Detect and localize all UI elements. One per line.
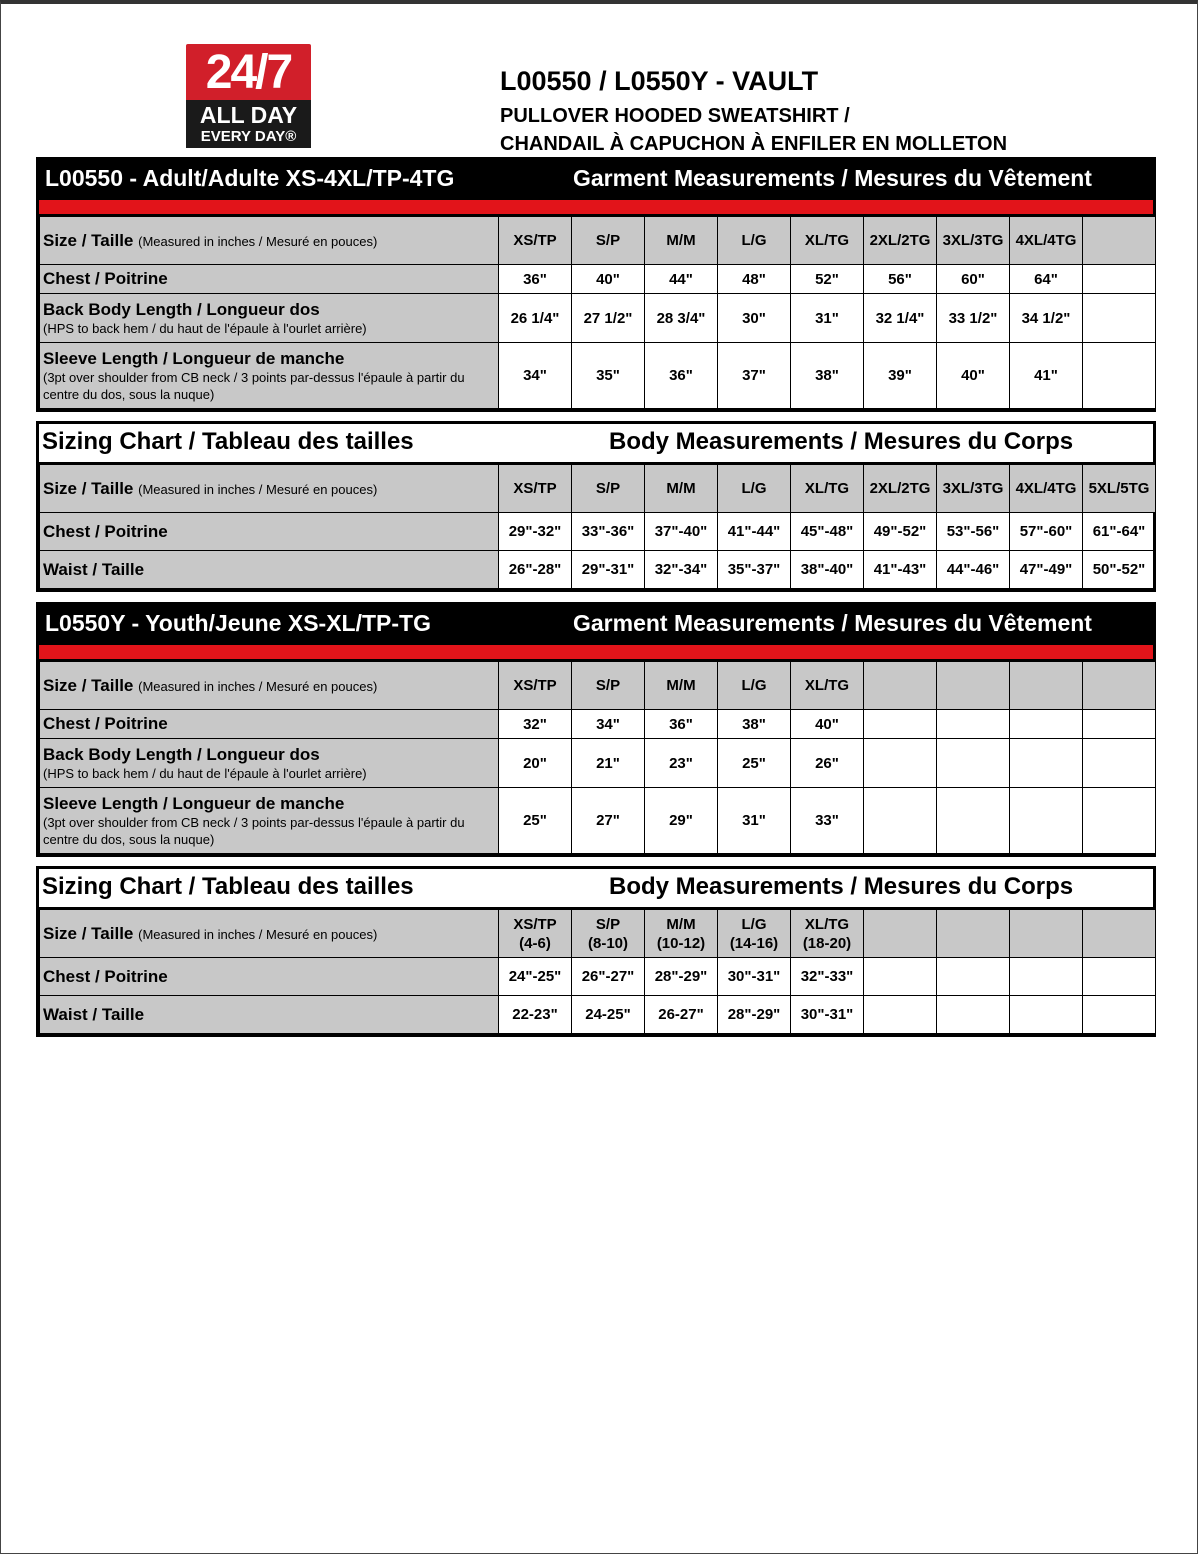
size-header-cell: M/M [645,662,718,710]
adult-garment-title: L00550 - Adult/Adulte XS-4XL/TP-4TG [45,165,455,191]
youth-garment-table [39,661,1156,854]
youth-body-title-bar [39,869,1153,909]
size-name: XL/TG [804,915,850,933]
value-cell: 47"-49" [1010,551,1083,589]
size-name: XS/TP [513,915,557,933]
value-cell [1083,294,1156,343]
row-note-2: centre du dos, sous la nuque) [43,831,215,847]
value-cell [864,788,937,854]
value-cell: 41"-44" [718,513,791,551]
value-cell [1010,739,1083,788]
value-cell: 32"-33" [791,958,864,996]
value-cell: 23" [645,739,718,788]
size-header-cell [1083,217,1156,265]
size-label-cell [40,662,499,710]
value-cell [1010,788,1083,854]
logo-line1: ALL DAY [199,102,298,128]
size-range: (8-10) [587,934,628,952]
product-subtitle-en: PULLOVER HOODED SWEATSHIRT / [500,105,850,127]
size-header-cell: 3XL/3TG [937,465,1010,513]
row-note: (3pt over shoulder from CB neck / 3 points par-dessus l'épaule à partir du [43,369,465,385]
size-header-cell: 2XL/2TG [864,465,937,513]
adult-garment-table [39,216,1156,409]
adult-body-subtitle: Body Measurements / Mesures du Corps [609,428,1074,455]
value-cell: 38"-40" [791,551,864,589]
row-label-cell [40,958,499,996]
product-title: L00550 / L0550Y - VAULT [500,66,819,96]
adult-body-title: Sizing Chart / Tableau des tailles [42,428,414,455]
size-label: Size / Taille [43,923,134,943]
value-cell: 30" [718,294,791,343]
size-header-cell [645,910,718,958]
size-range: (14-16) [729,934,779,952]
row-note: (3pt over shoulder from CB neck / 3 points par-dessus l'épaule à partir du [43,814,465,830]
size-header-cell: XS/TP [499,217,572,265]
row-label-cell [40,551,499,589]
row-label-cell [40,996,499,1034]
value-cell [1010,710,1083,739]
row-note: (HPS to back hem / du haut de l'épaule à l'ourlet arrière) [43,765,367,781]
row-label: Chest / Poitrine [43,966,168,986]
value-cell: 26"-27" [572,958,645,996]
value-cell: 38" [791,343,864,409]
value-cell: 35" [572,343,645,409]
value-cell: 20" [499,739,572,788]
size-header-cell: S/P [572,217,645,265]
value-cell: 41" [1010,343,1083,409]
value-cell: 44" [645,265,718,294]
size-header-cell: 2XL/2TG [864,217,937,265]
value-cell: 56" [864,265,937,294]
adult-body-table [39,464,1156,589]
value-cell: 37"-40" [645,513,718,551]
value-cell: 26 1/4" [499,294,572,343]
value-cell [864,739,937,788]
value-cell [1083,265,1156,294]
youth-garment-subtitle: Garment Measurements / Mesures du Vêtement [573,610,1092,636]
value-cell [1083,710,1156,739]
size-header-cell: XL/TG [791,465,864,513]
value-cell [1010,996,1083,1034]
value-cell: 45"-48" [791,513,864,551]
value-cell: 26"-28" [499,551,572,589]
table-row [40,343,1156,409]
value-cell [1083,788,1156,854]
youth-garment-title-bar [39,605,1153,643]
size-name: L/G [741,915,767,933]
value-cell: 29"-32" [499,513,572,551]
row-label: Waist / Taille [43,1004,145,1024]
value-cell: 36" [645,343,718,409]
size-label: Size / Taille [43,230,134,250]
row-label: Back Body Length / Longueur dos [43,299,320,319]
size-header-cell [718,910,791,958]
row-label-cell [40,265,499,294]
value-cell [1083,958,1156,996]
row-label: Chest / Poitrine [43,521,168,541]
value-cell: 60" [937,265,1010,294]
size-header-cell [1010,910,1083,958]
value-cell [864,996,937,1034]
document-header [500,66,1007,158]
youth-garment-title: L0550Y - Youth/Jeune XS-XL/TP-TG [45,610,431,636]
value-cell: 52" [791,265,864,294]
row-label-cell [40,788,499,854]
value-cell: 28"-29" [718,996,791,1034]
size-header-cell: M/M [645,217,718,265]
logo-tagline [186,100,311,148]
youth-body-subtitle: Body Measurements / Mesures du Corps [609,873,1074,900]
size-header-cell: S/P [572,465,645,513]
value-cell: 40" [791,710,864,739]
value-cell: 32" [499,710,572,739]
size-header-cell: M/M [645,465,718,513]
size-note: (Measured in inches / Mesuré en pouces) [138,481,378,497]
row-label-cell [40,343,499,409]
value-cell: 22-23" [499,996,572,1034]
size-header-cell: 3XL/3TG [937,217,1010,265]
size-range: (10-12) [656,934,706,952]
value-cell [937,788,1010,854]
row-label-cell [40,513,499,551]
adult-garment-subtitle: Garment Measurements / Mesures du Vêtement [573,165,1092,191]
value-cell: 36" [499,265,572,294]
value-cell: 40" [937,343,1010,409]
value-cell [864,710,937,739]
row-label-cell [40,739,499,788]
value-cell: 30"-31" [791,996,864,1034]
value-cell [1083,343,1156,409]
size-header-cell [864,662,937,710]
size-header-row [40,465,1156,513]
row-label: Chest / Poitrine [43,714,168,733]
value-cell [864,958,937,996]
value-cell: 38" [718,710,791,739]
value-cell: 61"-64" [1083,513,1156,551]
table-row [40,294,1156,343]
value-cell: 33" [791,788,864,854]
value-cell: 49"-52" [864,513,937,551]
row-label-cell [40,710,499,739]
value-cell: 53"-56" [937,513,1010,551]
size-header-row [40,910,1156,958]
value-cell: 57"-60" [1010,513,1083,551]
adult-garment-title-bar [39,160,1153,198]
size-label: Size / Taille [43,478,134,498]
size-name: M/M [666,915,696,933]
brand-logo [186,44,311,152]
value-cell [1083,739,1156,788]
size-header-row [40,217,1156,265]
value-cell: 39" [864,343,937,409]
size-header-cell [937,662,1010,710]
value-cell: 24-25" [572,996,645,1034]
value-cell: 21" [572,739,645,788]
value-cell: 50"-52" [1083,551,1156,589]
value-cell: 29"-31" [572,551,645,589]
value-cell: 31" [791,294,864,343]
size-header-cell: L/G [718,217,791,265]
value-cell [1010,958,1083,996]
value-cell [937,996,1010,1034]
size-header-cell [1083,662,1156,710]
size-range: (18-20) [802,934,852,952]
value-cell [1083,996,1156,1034]
value-cell [937,739,1010,788]
value-cell: 34 1/2" [1010,294,1083,343]
row-label: Sleeve Length / Longueur de manche [43,793,345,813]
value-cell: 35"-37" [718,551,791,589]
youth-body-section [36,866,1156,1037]
value-cell: 29" [645,788,718,854]
size-header-cell: 4XL/4TG [1010,217,1083,265]
value-cell: 28"-29" [645,958,718,996]
value-cell: 33 1/2" [937,294,1010,343]
table-row [40,996,1156,1034]
value-cell: 34" [499,343,572,409]
table-row [40,958,1156,996]
value-cell: 37" [718,343,791,409]
adult-body-section [36,421,1156,592]
size-header-cell [864,910,937,958]
logo-line2: EVERY DAY® [200,128,297,145]
youth-body-title: Sizing Chart / Tableau des tailles [42,873,414,900]
value-cell: 26-27" [645,996,718,1034]
size-header-cell [499,910,572,958]
row-label: Sleeve Length / Longueur de manche [43,348,345,368]
size-header-cell: XL/TG [791,662,864,710]
size-header-cell: 4XL/4TG [1010,465,1083,513]
row-label-cell [40,294,499,343]
value-cell: 48" [718,265,791,294]
size-range: (4-6) [519,934,551,952]
size-header-cell [937,910,1010,958]
size-note: (Measured in inches / Mesuré en pouces) [138,233,378,249]
size-name: S/P [595,915,621,933]
size-header-cell: XL/TG [791,217,864,265]
row-label: Back Body Length / Longueur dos [43,744,320,764]
value-cell: 32"-34" [645,551,718,589]
value-cell: 31" [718,788,791,854]
value-cell: 32 1/4" [864,294,937,343]
product-subtitle-fr: CHANDAIL À CAPUCHON À ENFILER EN MOLLETON [500,133,1008,155]
value-cell: 36" [645,710,718,739]
value-cell: 25" [718,739,791,788]
table-row [40,265,1156,294]
value-cell: 33"-36" [572,513,645,551]
size-header-cell: L/G [718,662,791,710]
size-label-cell [40,465,499,513]
adult-body-title-bar [39,424,1153,464]
value-cell: 24"-25" [499,958,572,996]
size-header-cell [572,910,645,958]
table-row [40,788,1156,854]
size-header-cell: XS/TP [499,465,572,513]
table-row [40,551,1156,589]
size-note: (Measured in inches / Mesuré en pouces) [138,678,378,694]
row-note: (HPS to back hem / du haut de l'épaule à l'ourlet arrière) [43,320,367,336]
youth-body-table [39,909,1156,1034]
size-header-cell: S/P [572,662,645,710]
size-header-cell: 5XL/5TG [1083,465,1156,513]
red-stripe [39,643,1153,661]
value-cell: 30"-31" [718,958,791,996]
row-note-2: centre du dos, sous la nuque) [43,386,215,402]
row-label: Chest / Poitrine [43,269,168,288]
row-label: Waist / Taille [43,559,145,579]
table-row [40,513,1156,551]
size-label-cell [40,910,499,958]
size-note: (Measured in inches / Mesuré en pouces) [138,926,378,942]
value-cell: 26" [791,739,864,788]
size-label: Size / Taille [43,675,134,695]
size-header-cell [1010,662,1083,710]
value-cell: 44"-46" [937,551,1010,589]
size-header-cell: XS/TP [499,662,572,710]
table-row [40,710,1156,739]
value-cell: 28 3/4" [645,294,718,343]
size-label-cell [40,217,499,265]
youth-garment-section [36,602,1156,857]
size-header-cell [1083,910,1156,958]
size-header-cell [791,910,864,958]
size-header-cell: L/G [718,465,791,513]
red-stripe [39,198,1153,216]
size-header-row [40,662,1156,710]
value-cell: 25" [499,788,572,854]
logo-number: 24/7 [186,44,311,100]
value-cell: 40" [572,265,645,294]
value-cell: 64" [1010,265,1083,294]
value-cell: 27 1/2" [572,294,645,343]
value-cell [937,710,1010,739]
adult-garment-section [36,157,1156,412]
value-cell: 41"-43" [864,551,937,589]
value-cell: 34" [572,710,645,739]
value-cell [937,958,1010,996]
table-row [40,739,1156,788]
value-cell: 27" [572,788,645,854]
